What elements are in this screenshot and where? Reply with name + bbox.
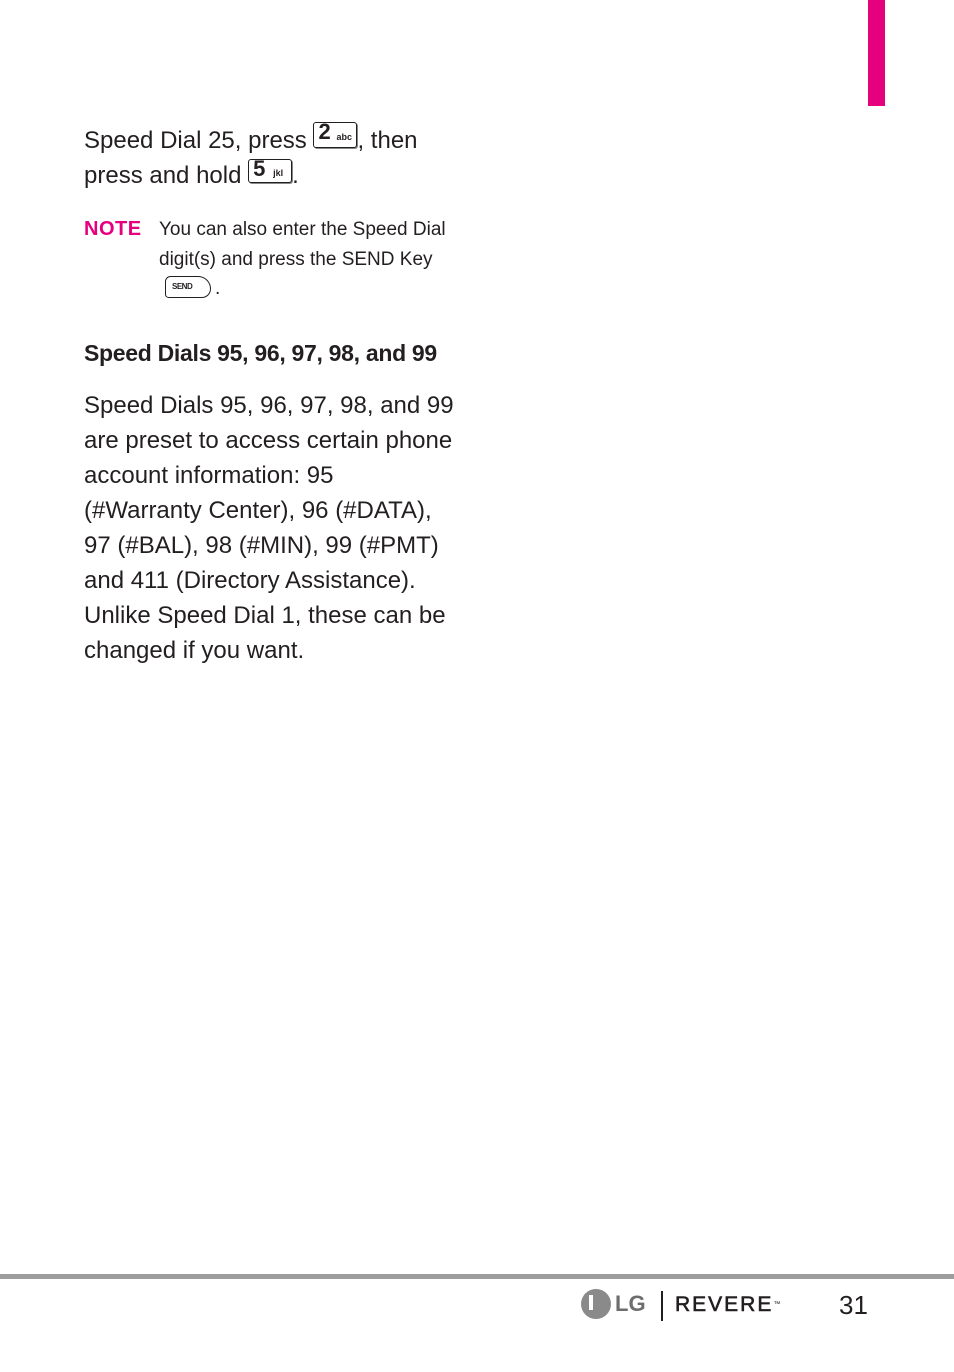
chapter-tab-marker xyxy=(868,0,885,106)
instruction-text-c: . xyxy=(292,162,299,189)
key-2-digit: 2 xyxy=(318,119,331,144)
section-body: Speed Dials 95, 96, 97, 98, and 99 are preset to access certain phone account information: 95 (#Warranty Center), 96 (#DATA), 97 (#BAL), 98 (#MIN), 99 (#PMT) and 411 (Directory Assistance). Unlike Speed Dial 1, these can be changed if you want. xyxy=(84,391,454,664)
key-5-letters: jkl xyxy=(273,168,284,178)
note-label: NOTE xyxy=(84,218,142,240)
product-name-text: REVERE xyxy=(675,1293,774,1316)
speed-dial-25-instruction xyxy=(84,119,454,193)
section-heading: Speed Dials 95, 96, 97, 98, and 99 xyxy=(84,339,437,366)
note-text xyxy=(159,215,454,304)
content-column xyxy=(84,119,454,668)
footer-rule xyxy=(0,1274,954,1279)
page-number: 31 xyxy=(839,1290,868,1320)
key-2-abc-icon xyxy=(313,119,357,148)
product-name xyxy=(675,1292,780,1318)
send-key-icon xyxy=(165,276,211,298)
note-block xyxy=(84,215,454,304)
footer-divider xyxy=(661,1291,663,1321)
instruction-text-a: Speed Dial 25, press xyxy=(84,127,314,154)
key-5-jkl-icon xyxy=(248,156,292,183)
send-key-label: SEND xyxy=(172,282,193,291)
key-5-digit: 5 xyxy=(253,156,266,181)
trademark-symbol: ™ xyxy=(773,1301,781,1308)
brand-name: LG xyxy=(615,1291,646,1316)
note-body: You can also enter the Speed Dial digit(s) and press the SEND Key xyxy=(159,219,446,270)
footer xyxy=(581,1288,881,1324)
key-2-letters: abc xyxy=(336,132,352,142)
note-end: . xyxy=(215,278,221,299)
instruction-text-b: , then press and hold xyxy=(84,127,418,189)
lg-logo-icon xyxy=(581,1289,611,1319)
